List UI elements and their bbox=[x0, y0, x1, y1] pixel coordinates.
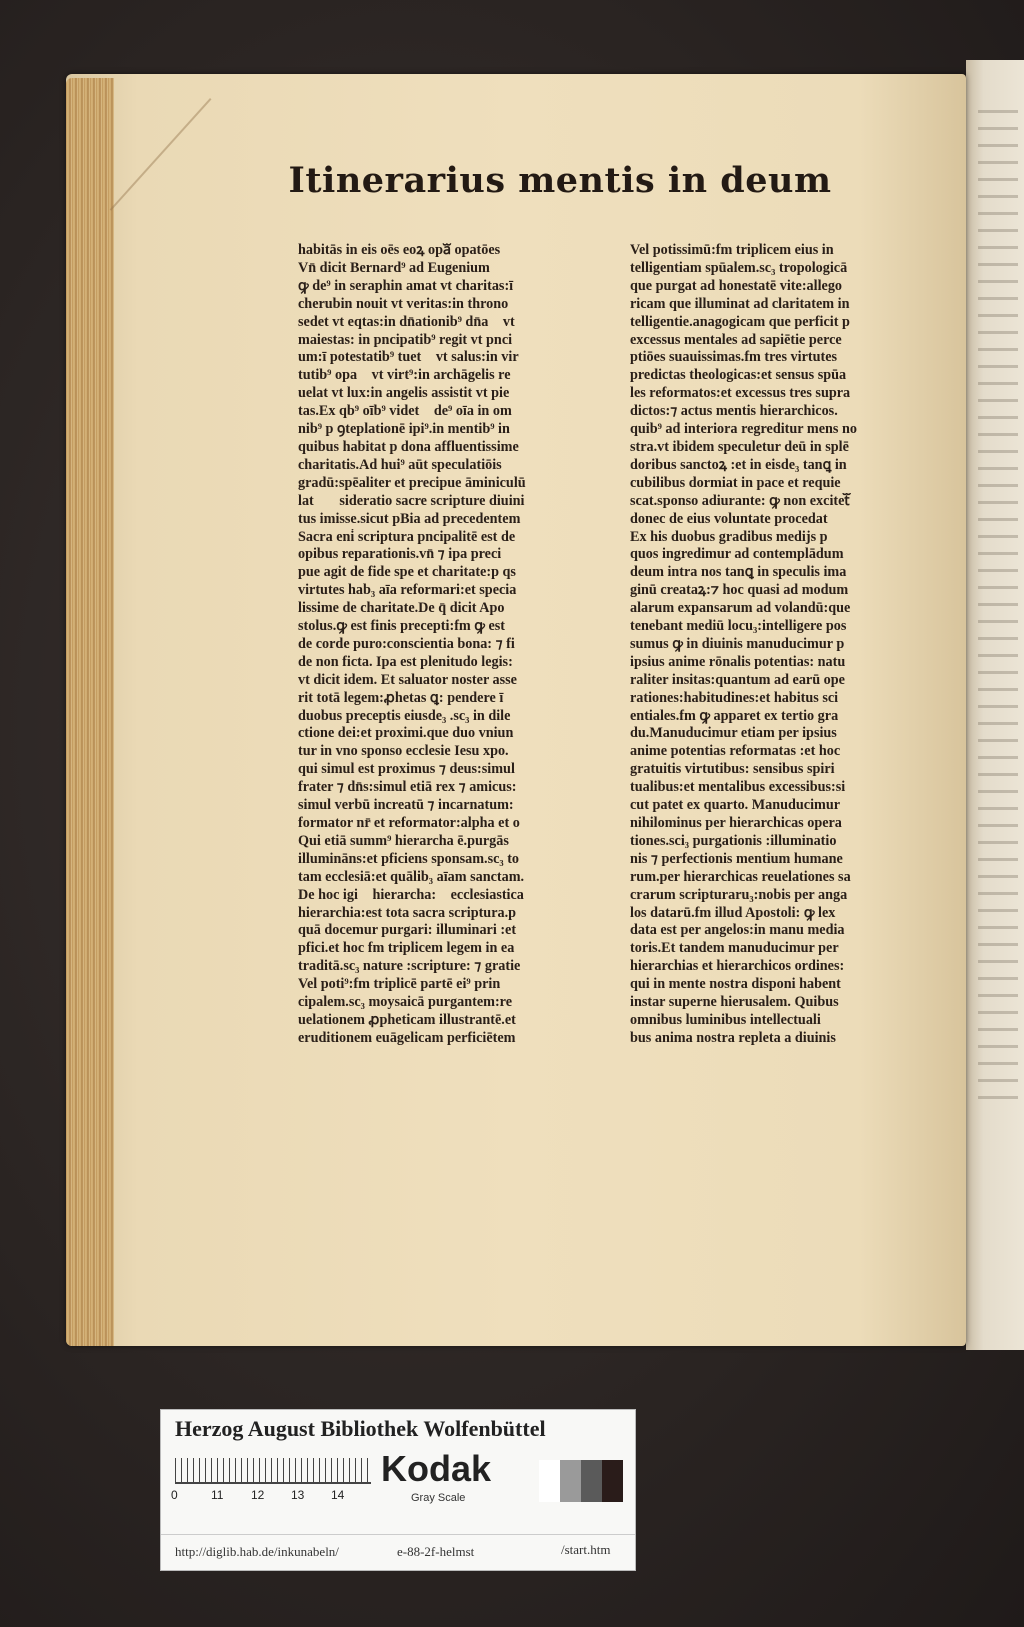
left_column-line: Sacra eni̇ scriptura pncipalitē est de bbox=[298, 528, 516, 545]
right-text-column bbox=[630, 242, 912, 1048]
right_column-line: cubilibus dormiat in pace et requie bbox=[630, 474, 841, 491]
left_column-line: frater ⁊ dn̄s:simul etiā rex ⁊ amicus: bbox=[298, 779, 517, 796]
left_column-line: quā docemur purgari: illuminari :et bbox=[298, 922, 517, 939]
right_column-line: stra.vt ibidem speculetur deū in splē bbox=[630, 438, 849, 455]
right_column-line: ipsius anime rōnalis potentias: natu bbox=[630, 653, 846, 670]
left_column-line: uelationem ꝓpheticam illustrantē.et bbox=[298, 1011, 516, 1028]
right_column-line: telligentiam spūalem.sc₃ tropologicā bbox=[630, 259, 848, 276]
right_column-line: omnibus luminibus intellectuali bbox=[630, 1011, 821, 1028]
left-text-column bbox=[298, 242, 580, 1048]
right_column-line: ginū creataꝝ:⁊ hoc quasi ad modum bbox=[630, 582, 849, 599]
left_column-line: Vel poti⁹:fm triplicē partē ei⁹ prin bbox=[298, 976, 501, 993]
left_column-line: de non ficta. Ipa est plenitudo legis: bbox=[298, 653, 513, 670]
right_column-line: les reformatos:et excessus tres supra bbox=[630, 385, 851, 402]
right_column-line: gratuitis virtutibus: sensibus spiri bbox=[630, 761, 835, 778]
left_column-line: latᷓ ꝯsideratio sacre scripture diuini bbox=[298, 492, 525, 509]
left_column-line: cherubin nouit vt veritas:in throno bbox=[298, 295, 509, 312]
ruler-number: 14 bbox=[331, 1488, 345, 1502]
right_column-line: alarum expansarum ad volandū:que bbox=[630, 600, 851, 617]
left_column-line: habitās in eis oēs eoꝝ opaᷓ opatōes bbox=[298, 242, 501, 258]
gray-patch bbox=[602, 1460, 623, 1502]
color-calibration-target bbox=[160, 1409, 636, 1571]
right_column-line: Ex his duobus gradibus medijs p bbox=[630, 528, 828, 545]
ruler-number: 12 bbox=[251, 1488, 265, 1502]
left_column-line: um:ī potestatib⁹ tuetᷓ vt salus:in vir bbox=[298, 349, 519, 366]
right_column-line: dictos:⁊ actus mentis hierarchicos. bbox=[630, 403, 838, 420]
right_column-line: raliter insitas:quantum ad earū ope bbox=[630, 671, 845, 688]
right_column-line: toris.Et tandem manuducimur per bbox=[630, 940, 839, 957]
left_column-line: Vn̄ dicit Bernard⁹ ad Eugenium bbox=[298, 259, 490, 276]
right_column-line: scat.sponso adiurante: ꝙ non excitetᷓ bbox=[630, 492, 850, 509]
gray-patch bbox=[560, 1460, 581, 1502]
right_column-line: anime potentias reformatas :et hoc bbox=[630, 743, 841, 760]
left_column-line: lissime de charitate.De q̄ dicit Apo bbox=[298, 600, 505, 617]
left_column-line: tutib⁹ opaᷓ vt virt⁹:in archāgelis re bbox=[298, 367, 511, 384]
left_column-line: formator nr̄ et reformator:alpha et o bbox=[298, 815, 520, 831]
right_column-line: nis ⁊ perfectionis mentium humane bbox=[630, 850, 843, 867]
left_column-line: pue agit de fide spe et charitate:p qs bbox=[298, 564, 516, 581]
gray-patch bbox=[581, 1460, 602, 1502]
right_column-line: que purgat ad honestatē vite:allego bbox=[630, 277, 843, 294]
left_column-line: duobus preceptis eiusde₃ .sc₃ in dile bbox=[298, 707, 511, 724]
facing-page-text-lines bbox=[978, 110, 1018, 1110]
left_column-line: qui simul est proximus ⁊ deus:simul bbox=[298, 761, 515, 778]
right_column-line: quib⁹ ad interiora regreditur mens no bbox=[630, 421, 857, 438]
right_column-line: quos ingredimur ad contemplādum bbox=[630, 546, 844, 563]
left_column-line: rit totā legem:ꝓhetas ꝗ: pendere ī bbox=[298, 689, 504, 706]
right_column-line: sumus ꝙ in diuinis manuducimur p bbox=[630, 635, 845, 652]
right_column-line: entiales.fm ꝙ apparet ex tertio gra bbox=[630, 707, 839, 724]
left_column-line: opibus reparationis.vn̄ ⁊ ipa preci bbox=[298, 546, 502, 563]
left_column-line: de corde puro:conscientia bona: ⁊ fi bbox=[298, 635, 515, 652]
right_column-line: data est per angelos:in manu media bbox=[630, 922, 845, 939]
right_column-line: instar superne hierusalem. Quibus bbox=[630, 994, 839, 1011]
right_column-line: rum.per hierarchicas reuelationes sa bbox=[630, 868, 851, 885]
left_column-line: vt dicit idem. Et saluator noster asse bbox=[298, 671, 517, 688]
left_column-line: eruditionem euāgelicam perficiētem bbox=[298, 1029, 516, 1046]
page-stack-edge bbox=[66, 78, 114, 1346]
right_column-line: bus anima nostra repleta a diuinis bbox=[630, 1029, 836, 1046]
left_column-line: maiestas: in pncipatib⁹ regit vt pnci bbox=[298, 331, 513, 348]
gray-scale-label: Gray Scale bbox=[411, 1492, 466, 1504]
start-link[interactable]: /start.htm bbox=[561, 1542, 611, 1557]
left_column-line: Qui etiā summ⁹ hierarcha ē.purgās bbox=[298, 832, 509, 849]
left_column-line: tur in vno sponso ecclesie Iesu xpo. bbox=[298, 743, 509, 760]
left_column-line: uelat vt lux:in angelis assistit vt pie bbox=[298, 385, 510, 402]
left_column-line: hierarchia:est tota sacra scriptura.p bbox=[298, 904, 517, 921]
left_column-line: ctione dei:et proximi.que duo vniun bbox=[298, 725, 514, 742]
gray-patches bbox=[539, 1460, 623, 1502]
right_column-line: tualibus:et mentalibus excessibus:si bbox=[630, 779, 846, 796]
right_column-line: rationes:habitudines:et habitus sci bbox=[630, 689, 839, 706]
right_column-line: donec de eius voluntate procedat bbox=[630, 510, 828, 527]
right_column-line: Vel potissimū:fm triplicem eius in bbox=[630, 242, 834, 258]
right_column-line: du.Manuducimur etiam per ipsius bbox=[630, 725, 837, 742]
left_column-line: ꝙ de⁹ in seraphin amat vt charitas:ī bbox=[298, 277, 514, 294]
digital-library-url[interactable]: http://diglib.hab.de/inkunabeln/ bbox=[175, 1544, 339, 1559]
right_column-line: tiones.sci₃ purgationis :illuminatio bbox=[630, 832, 837, 849]
left_column-line: stolus.ꝙ est finis precepti:fm ꝙ est bbox=[298, 618, 506, 635]
right_column-line: ptiōes suauissimas.fm tres virtutes bbox=[630, 349, 838, 366]
left_column-line: illumināns:et pficiens sponsam.sc₃ to bbox=[298, 850, 520, 867]
left_column-line: simul verbū increatū ⁊ incarnatum: bbox=[298, 797, 514, 814]
left_column-line: tam ecclesiā:et quālib₃ aīam sanctam. bbox=[298, 868, 525, 885]
left_column-line: sedet vt eqtas:in dn̄ationib⁹ dn̄aᷓ vt bbox=[298, 313, 515, 330]
kodak-logo: Kodak bbox=[381, 1448, 492, 1489]
right_column-line: hierarchias et hierarchicos ordines: bbox=[630, 958, 845, 975]
left_column-line: charitatis.Ad hui⁹ aūt speculatiōis bbox=[298, 456, 502, 473]
ruler-number: 13 bbox=[291, 1488, 305, 1502]
right_column-line: ricam que illuminat ad claritatem in bbox=[630, 295, 850, 312]
left_column-line: tus imisse.sicut pBia ad precedentem bbox=[298, 510, 521, 527]
left_column-line: cipalem.sc₃ moysaicā purgantem:re bbox=[298, 994, 513, 1011]
library-name: Herzog August Bibliothek Wolfenbüttel bbox=[175, 1416, 546, 1441]
right_column-line: nihilominus per hierarchicas opera bbox=[630, 815, 842, 831]
page-heading: Itinerarius mentis in deum bbox=[288, 160, 832, 201]
left_column-line: tas.Ex qb⁹ oīb⁹ videtᷓ de⁹ oīa in om bbox=[298, 403, 512, 420]
right_column-line: deum intra nos tanꝗ in speculis ima bbox=[630, 564, 847, 581]
left_column-line: traditā.sc₃ nature :scripture: ⁊ gratie bbox=[298, 958, 521, 975]
left_column-line: nib⁹ p ꝯteplationē ipi⁹.in mentib⁹ in bbox=[298, 421, 510, 438]
right_column-line: tenebant mediū locu₃:intelligere pos bbox=[630, 618, 847, 635]
left_column-line: De hoc igiᷓ hierarcha:⁊ ecclesiastica bbox=[298, 886, 524, 903]
right_column-line: telligentie.anagogicam que perficit p bbox=[630, 313, 850, 330]
ruler-numbers bbox=[171, 1488, 381, 1504]
right_column-line: qui in mente nostra disponi habent bbox=[630, 976, 841, 993]
target-divider bbox=[161, 1534, 635, 1535]
scale-ruler bbox=[175, 1458, 371, 1484]
left_column-line: virtutes hab₃ aīa reformari:et specia bbox=[298, 582, 517, 599]
ruler-number: 0 bbox=[171, 1488, 178, 1502]
right_column-line: doribus sanctoꝝ :et in eisde₃ tanꝗ in bbox=[630, 456, 847, 473]
gray-patch bbox=[539, 1460, 560, 1502]
right_column-line: predictas theologicas:et sensus spūa bbox=[630, 367, 847, 384]
right_column-line: cut patet ex quarto. Manuducimur bbox=[630, 797, 841, 814]
left_column-line: gradū:spēaliter et precipue āminiculū bbox=[298, 474, 526, 491]
right_column-line: los datarū.fm illud Apostoli: ꝙ lex bbox=[630, 904, 836, 921]
right_column-line: crarum scripturaru₃:nobis per anga bbox=[630, 886, 848, 903]
ruler-number: 11 bbox=[211, 1488, 224, 1502]
shelfmark-identifier: e-88-2f-helmst bbox=[397, 1544, 475, 1559]
right_column-line: excessus mentales ad sapiētie perce bbox=[630, 331, 842, 348]
left_column-line: pfici.et hoc fm triplicem legem in ea bbox=[298, 940, 515, 957]
left_column-line: quibus habitat p dona affluentissime bbox=[298, 438, 519, 455]
